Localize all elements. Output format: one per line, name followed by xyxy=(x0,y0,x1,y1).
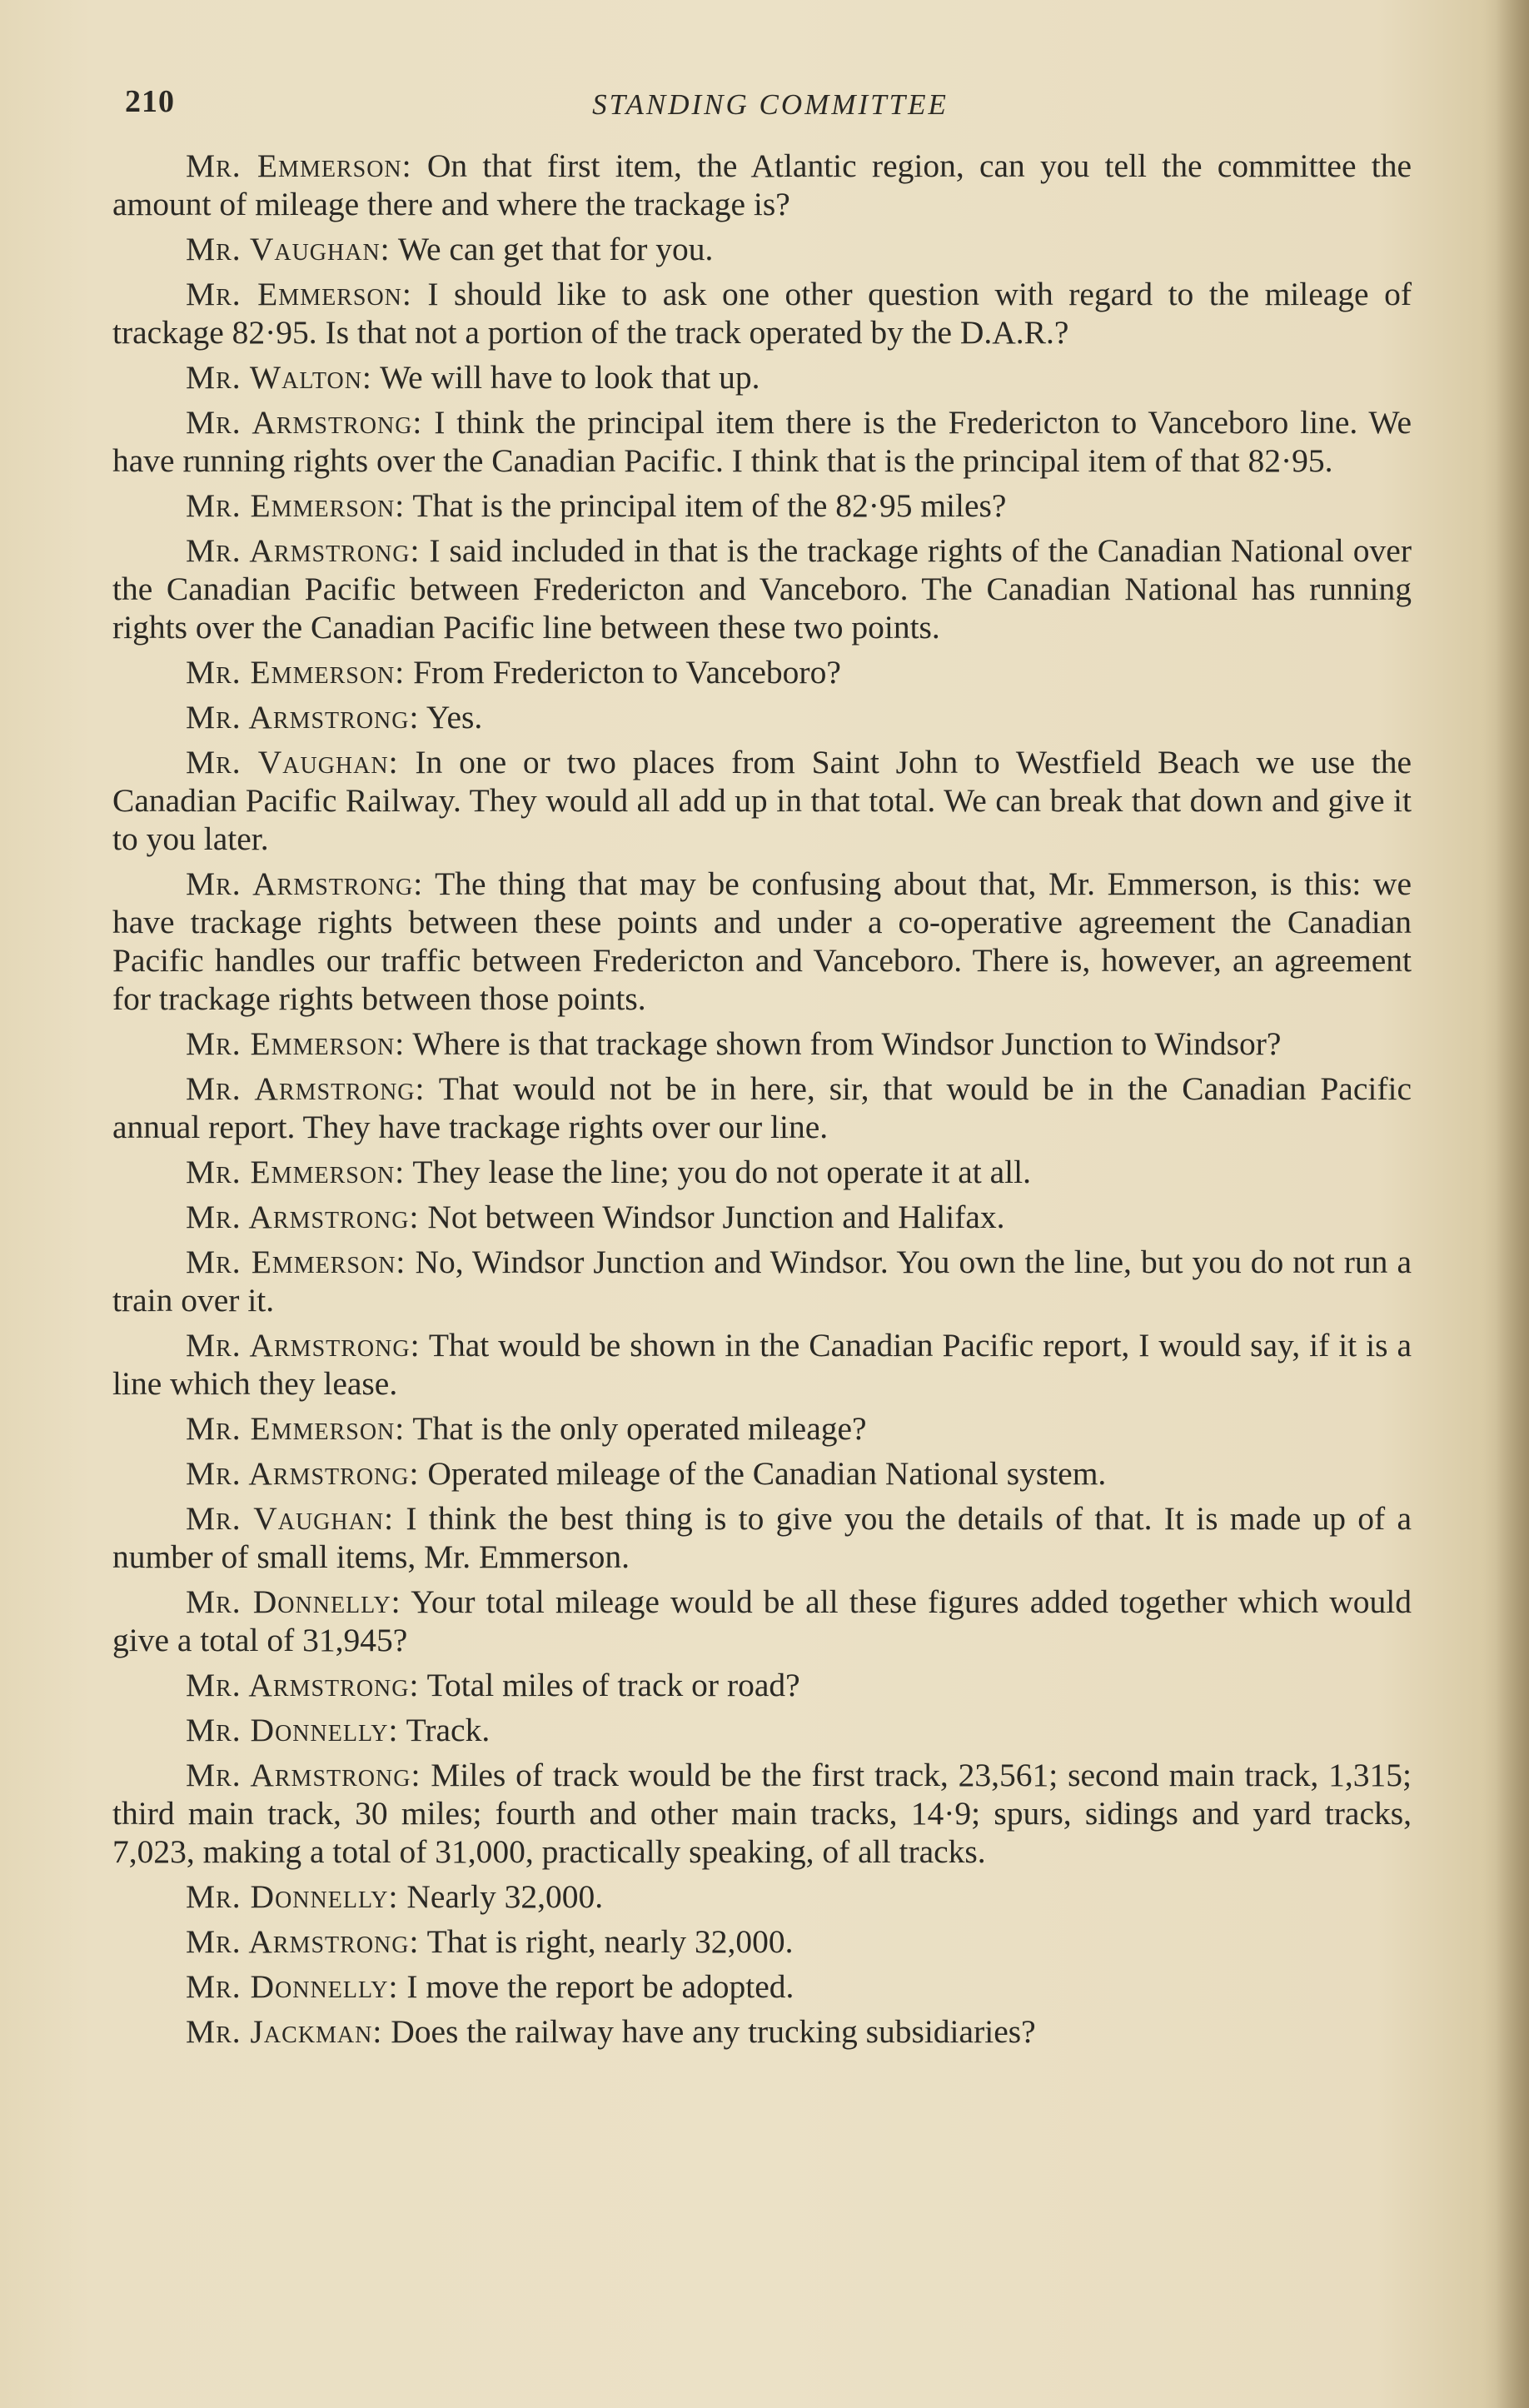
transcript-paragraph xyxy=(112,1326,1412,1403)
transcript-paragraph xyxy=(112,1153,1412,1191)
page-number: 210 xyxy=(125,84,175,119)
speech-text: We can get that for you. xyxy=(397,231,714,267)
speech-text: I said included in that is the trackage rights of the Canadian National over the Canadian Pacific between Fredericton and Vanceboro. The Canadian National has running rights over the Canadian Pacific line between these two points. xyxy=(112,532,1412,646)
speech-text: That is right, nearly 32,000. xyxy=(426,1923,794,1960)
speech-text: Where is that trackage shown from Windsor Junction to Windsor? xyxy=(412,1025,1282,1062)
speech-text: Does the railway have any trucking subsidiaries? xyxy=(391,2013,1036,2050)
transcript-paragraph xyxy=(112,1243,1412,1319)
transcript-paragraph xyxy=(112,1666,1412,1704)
speech-text: Not between Windsor Junction and Halifax. xyxy=(427,1199,1005,1235)
speech-text: Total miles of track or road? xyxy=(426,1667,800,1703)
speech-text: That would be shown in the Canadian Pacific report, I would say, if it is a line which they lease. xyxy=(112,1327,1412,1402)
running-title: STANDING COMMITTEE xyxy=(592,88,949,121)
transcript-paragraph xyxy=(112,1025,1412,1063)
speaker-name: Mr. Emmerson: xyxy=(186,1410,406,1447)
transcript-paragraph xyxy=(112,1409,1412,1448)
transcript-paragraph xyxy=(112,865,1412,1018)
transcript-paragraph xyxy=(112,653,1412,691)
speech-text: Miles of track would be the first track, 23,561; second main track, 1,315; third main track, 30 miles; fourth and other main tracks, 14·9; spurs, sidings and yard tracks, 7,023, making a total of 31,000, practically speaking, of all tracks. xyxy=(112,1757,1412,1870)
transcript-paragraph xyxy=(112,1711,1412,1749)
transcript-paragraph xyxy=(112,743,1412,858)
speech-text: Your total mileage would be all these figures added together which would give a total of 31,945? xyxy=(112,1583,1412,1658)
speech-text: From Fredericton to Vanceboro? xyxy=(413,654,841,690)
speaker-name: Mr. Emmerson: xyxy=(186,1154,406,1190)
transcript-paragraph xyxy=(112,486,1412,525)
speaker-name: Mr. Vaughan: xyxy=(186,231,391,267)
transcript-paragraph xyxy=(112,1069,1412,1146)
speech-text: No, Windsor Junction and Windsor. You own the line, but you do not run a train over it. xyxy=(112,1244,1412,1319)
speech-text: Track. xyxy=(406,1712,491,1748)
speaker-name: Mr. Armstrong: xyxy=(186,699,420,735)
page-edge-shadow xyxy=(1496,0,1529,2408)
page-header xyxy=(125,83,1416,133)
transcript-paragraph xyxy=(112,2012,1412,2051)
speech-text: I think the best thing is to give you the details of that. It is made up of a number of small items, Mr. Emmerson. xyxy=(112,1500,1412,1575)
transcript-paragraph xyxy=(112,1756,1412,1871)
speaker-name: Mr. Armstrong: xyxy=(186,1923,420,1960)
speaker-name: Mr. Jackman: xyxy=(186,2013,383,2050)
transcript-paragraph xyxy=(112,403,1412,480)
transcript-paragraph xyxy=(112,1922,1412,1961)
speech-text: I move the report be adopted. xyxy=(406,1968,794,2005)
speaker-name: Mr. Armstrong: xyxy=(186,1667,420,1703)
speaker-name: Mr. Emmerson: xyxy=(186,487,406,524)
speaker-name: Mr. Emmerson: xyxy=(186,1025,406,1062)
speech-text: We will have to look that up. xyxy=(380,359,760,396)
speaker-name: Mr. Donnelly: xyxy=(186,1712,399,1748)
speech-text: The thing that may be confusing about that, Mr. Emmerson, is this: we have trackage rights between these points and under a co-operative agreement the Canadian Pacific handles our traffic between Fredericton and Vanceboro. There is, however, an agreement for trackage rights between those points. xyxy=(112,865,1412,1017)
transcript-paragraph xyxy=(112,1499,1412,1576)
speaker-name: Mr. Armstrong: xyxy=(186,1070,426,1107)
speech-text: That is the only operated mileage? xyxy=(412,1410,867,1447)
speaker-name: Mr. Armstrong: xyxy=(186,1327,421,1364)
speaker-name: Mr. Armstrong: xyxy=(186,404,423,441)
speaker-name: Mr. Emmerson: xyxy=(186,276,412,312)
speaker-name: Mr. Armstrong: xyxy=(186,532,421,569)
speech-text: Nearly 32,000. xyxy=(406,1878,604,1915)
transcript-paragraph xyxy=(112,1877,1412,1916)
transcript-paragraph xyxy=(112,230,1412,268)
speaker-name: Mr. Donnelly: xyxy=(186,1878,399,1915)
speaker-name: Mr. Vaughan: xyxy=(186,744,399,780)
speaker-name: Mr. Donnelly: xyxy=(186,1968,399,2005)
transcript-paragraph xyxy=(112,147,1412,223)
transcript-paragraph xyxy=(112,698,1412,736)
speaker-name: Mr. Walton: xyxy=(186,359,372,396)
speaker-name: Mr. Armstrong: xyxy=(186,1199,420,1235)
speaker-name: Mr. Emmerson: xyxy=(186,654,406,690)
transcript-paragraph xyxy=(112,531,1412,646)
speech-text: In one or two places from Saint John to Westfield Beach we use the Canadian Pacific Railway. They would all add up in that total. We can break that down and give it to you later. xyxy=(112,744,1412,857)
transcript-paragraph xyxy=(112,275,1412,351)
transcript-paragraph xyxy=(112,1967,1412,2006)
speech-text: Operated mileage of the Canadian National system. xyxy=(427,1455,1107,1492)
speaker-name: Mr. Armstrong: xyxy=(186,865,424,902)
speech-text: They lease the line; you do not operate it at all. xyxy=(412,1154,1031,1190)
speaker-name: Mr. Emmerson: xyxy=(186,1244,406,1280)
speech-text: On that first item, the Atlantic region, can you tell the committee the amount of mileage there and where the trackage is? xyxy=(112,147,1412,222)
speech-text: I think the principal item there is the Fredericton to Vanceboro line. We have running rights over the Canadian Pacific. I think that is the principal item of that 82·95. xyxy=(112,404,1412,479)
speaker-name: Mr. Emmerson: xyxy=(186,147,412,184)
transcript-paragraph xyxy=(112,358,1412,396)
speaker-name: Mr. Donnelly: xyxy=(186,1583,401,1620)
transcript-paragraph xyxy=(112,1454,1412,1493)
speech-text: That is the principal item of the 82·95 miles? xyxy=(412,487,1007,524)
speech-text: That would not be in here, sir, that would be in the Canadian Pacific annual report. They have trackage rights over our line. xyxy=(112,1070,1412,1145)
transcript-paragraph xyxy=(112,1198,1412,1236)
transcript-paragraph xyxy=(112,1583,1412,1659)
speech-text: Yes. xyxy=(426,699,483,735)
speaker-name: Mr. Vaughan: xyxy=(186,1500,395,1537)
transcript-body xyxy=(112,147,1412,2057)
speech-text: I should like to ask one other question with regard to the mileage of trackage 82·95. Is that not a portion of the track operated by the D.A.R.? xyxy=(112,276,1412,351)
speaker-name: Mr. Armstrong: xyxy=(186,1455,420,1492)
speaker-name: Mr. Armstrong: xyxy=(186,1757,421,1793)
